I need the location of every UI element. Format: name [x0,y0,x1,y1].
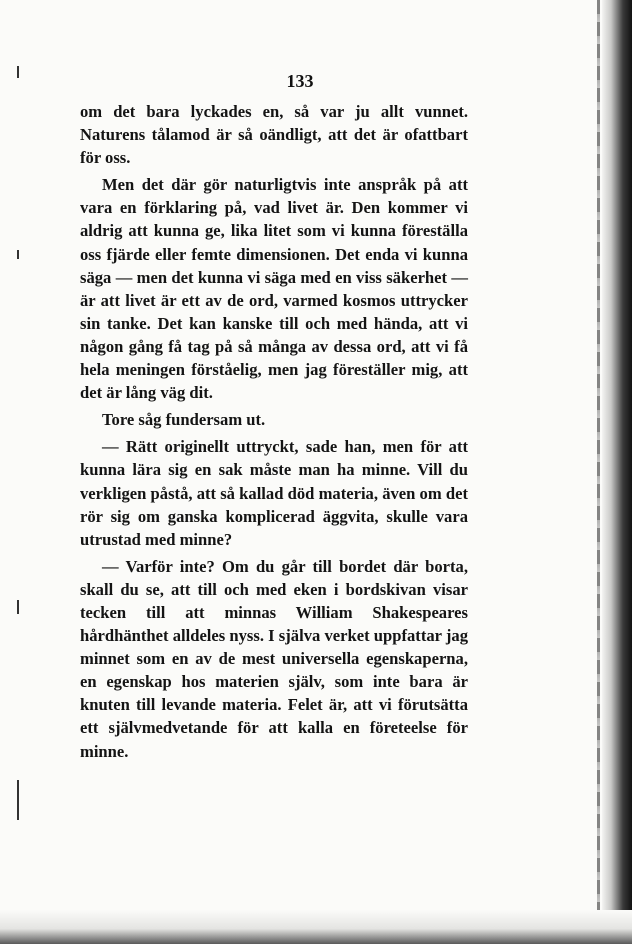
paragraph: — Rätt originellt uttryckt, sade han, men för att kunna lära sig en sak måste man ha minne. Vill du verkligen påstå, att så kallad död materia, även om det rör sig om ganska komplicerad äggvita, skulle vara utrustad med minne? [80,437,468,549]
body-text [80,100,468,767]
page-bottom-edge [0,910,632,944]
paragraph: Tore såg fundersam ut. [102,410,266,430]
page-gutter-shadow [597,0,600,944]
paragraph: Men det där gör naturligtvis inte anspråk på att vara en förklaring på, vad livet är. Den kommer vi aldrig att kunna ge, lika litet som vi kunna föreställa oss fjärde eller femte dimensionen. Det enda vi kunna säga — men det kunna vi säga med en viss säkerhet — är att livet är ett av de ord, varmed kosmos uttrycker sin tanke. Det kan kanske till och med hända, att vi någon gång få tag på så många av dessa ord, att vi få hela meningen förståelig, men jag föreställer mig, att det är lång väg dit. [80,175,468,403]
page-number: 133 [286,71,314,91]
margin-mark [17,780,19,820]
paragraph: — Varför inte? Om du går till bordet där borta, skall du se, att till och med eken i bordskivan visar tecken till att minnas William Shakespeares hårdhänthet alldeles nyss. I själva verket uppfattar jag minnet som en av de mest universella egenskaperna, en egenskap hos materien själv, som inte bara är knuten till levande materia. Felet är, att vi förutsätta ett självmedvetande för att kalla en företeelse för minne. [80,556,468,761]
page-edge [602,0,632,944]
left-margin-marks [14,0,22,944]
margin-mark [17,250,19,259]
paragraph: om det bara lyckades en, så var ju allt vunnet. Naturens tålamod är så oändligt, att det är ofattbart för oss. [80,102,468,168]
margin-mark [17,600,19,614]
